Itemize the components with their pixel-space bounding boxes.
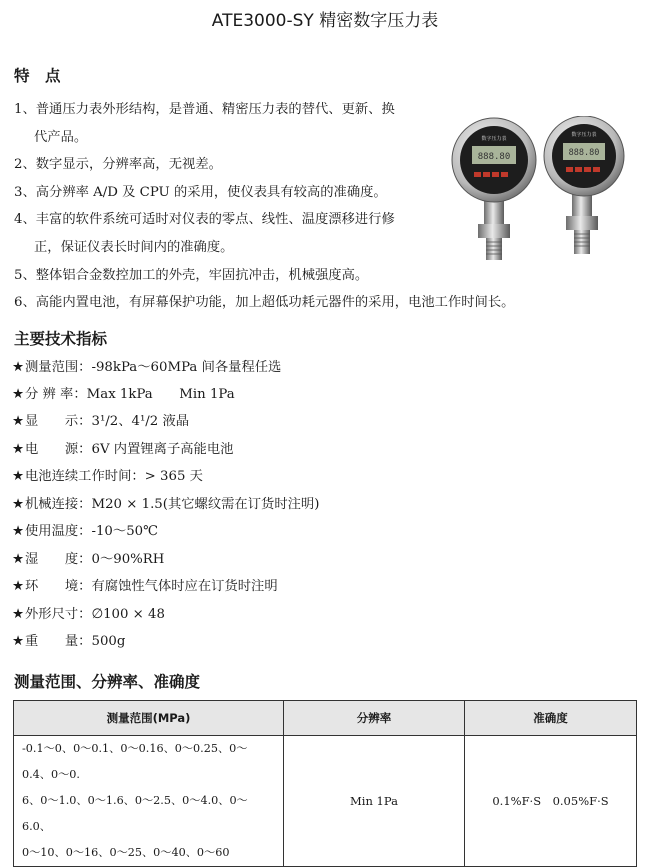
feature-line: 3、高分辨率 A/D 及 CPU 的采用，使仪表具有较高的准确度。 <box>14 184 387 200</box>
product-photo-gauges <box>432 116 644 266</box>
spec-row <box>12 548 164 567</box>
feature-line: 1、普通压力表外形结构，是普通、精密压力表的替代、更新、换 <box>14 102 395 117</box>
gauge-display-right: 888.80 <box>568 148 600 158</box>
star-icon: ★ <box>12 360 24 375</box>
spec-row <box>12 630 125 649</box>
features-heading: 特 点 <box>14 67 61 85</box>
feature-line: 6、高能内置电池，有屏幕保护功能，加上超低功耗元器件的采用，电池工作时间长。 <box>14 295 515 311</box>
col-header-range: 测量范围(MPa) <box>14 701 284 736</box>
spec-value: 有腐蚀性气体时应在订货时注明 <box>91 579 278 594</box>
spec-label: 使用温度： <box>25 524 92 539</box>
spec-value: M20 × 1.5(其它螺纹需在订货时注明) <box>91 497 320 512</box>
spec-row <box>12 575 278 594</box>
spec-label: 电池连续工作时间： <box>25 469 145 484</box>
feature-line: 5、整体铝合金数控加工的外壳，牢固抗冲击，机械强度高。 <box>14 267 369 283</box>
spec-label: 湿 度： <box>25 552 92 567</box>
spec-label: 显 示： <box>25 414 92 429</box>
spec-row <box>12 410 189 429</box>
spec-value: 0～90%RH <box>91 552 165 567</box>
spec-label: 分 辨 率： <box>25 387 87 402</box>
col-header-accuracy: 准确度 <box>465 701 637 736</box>
spec-value: -10～50℃ <box>91 524 158 539</box>
cell-ranges <box>14 736 284 867</box>
table-row <box>14 736 637 867</box>
star-icon: ★ <box>12 497 24 512</box>
range-table <box>13 700 637 867</box>
specs-heading: 主要技术指标 <box>14 330 108 348</box>
cell-resolution: Min 1Pa <box>284 736 465 867</box>
spec-label: 测量范围： <box>25 360 92 375</box>
feature-line-cont: 正，保证仪表长时间内的准确度。 <box>34 239 234 255</box>
star-icon: ★ <box>12 469 24 484</box>
spec-row <box>12 383 235 402</box>
spec-value: 500g <box>91 634 126 649</box>
gauge-face-label: 数字压力表 <box>571 132 597 138</box>
feature-line: 4、丰富的软件系统可适时对仪表的零点、线性、温度漂移进行修 <box>14 212 395 228</box>
spec-value: 6V 内置锂离子高能电池 <box>91 442 234 457</box>
gauge-right <box>544 116 624 254</box>
star-icon: ★ <box>12 524 24 539</box>
star-icon: ★ <box>12 414 24 429</box>
gauge-display-left: 888.80 <box>477 152 511 162</box>
feature-line-cont: 代产品。 <box>34 129 88 145</box>
col-header-resolution: 分辨率 <box>284 701 465 736</box>
star-icon: ★ <box>12 634 24 649</box>
star-icon: ★ <box>12 552 24 567</box>
spec-value: ∅100 × 48 <box>91 607 165 622</box>
star-icon: ★ <box>12 442 24 457</box>
spec-label: 电 源： <box>25 442 92 457</box>
spec-row <box>12 356 281 375</box>
gauge-face-label: 数字压力表 <box>481 136 507 142</box>
spec-row <box>12 493 319 512</box>
spec-value: -98kPa～60MPa 间各量程任选 <box>91 360 282 375</box>
star-icon: ★ <box>12 607 24 622</box>
range-line: -0.1～0、0～0.1、0～0.16、0～0.25、0～0.4、0～0. <box>22 742 248 781</box>
spec-value: > 365 天 <box>144 469 203 484</box>
star-icon: ★ <box>12 579 24 594</box>
spec-value: Max 1kPa Min 1Pa <box>86 387 235 402</box>
spec-value: 3¹/2、4¹/2 液晶 <box>91 414 190 429</box>
page-title: ATE3000-SY 精密数字压力表 <box>211 11 439 31</box>
star-icon: ★ <box>12 387 24 402</box>
spec-row <box>12 520 158 539</box>
spec-label: 环 境： <box>25 579 92 594</box>
spec-row <box>12 603 165 622</box>
range-heading: 测量范围、分辨率、准确度 <box>14 673 201 691</box>
spec-label: 外形尺寸： <box>25 607 92 622</box>
spec-label: 机械连接： <box>25 497 92 512</box>
spec-row <box>12 438 233 457</box>
feature-item <box>14 289 544 317</box>
table-header-row <box>14 701 637 736</box>
gauge-left <box>452 118 536 260</box>
cell-accuracy: 0.1%F·S 0.05%F·S <box>465 736 637 867</box>
feature-line: 2、数字显示，分辨率高，无视差。 <box>14 157 222 173</box>
spec-row <box>12 465 203 484</box>
spec-label: 重 量： <box>25 634 92 649</box>
range-line: 6、0～1.0、0～1.6、0～2.5、0～4.0、0～6.0、 <box>22 794 248 833</box>
range-line: 0～10、0～16、0～25、0～40、0～60 <box>22 846 230 859</box>
